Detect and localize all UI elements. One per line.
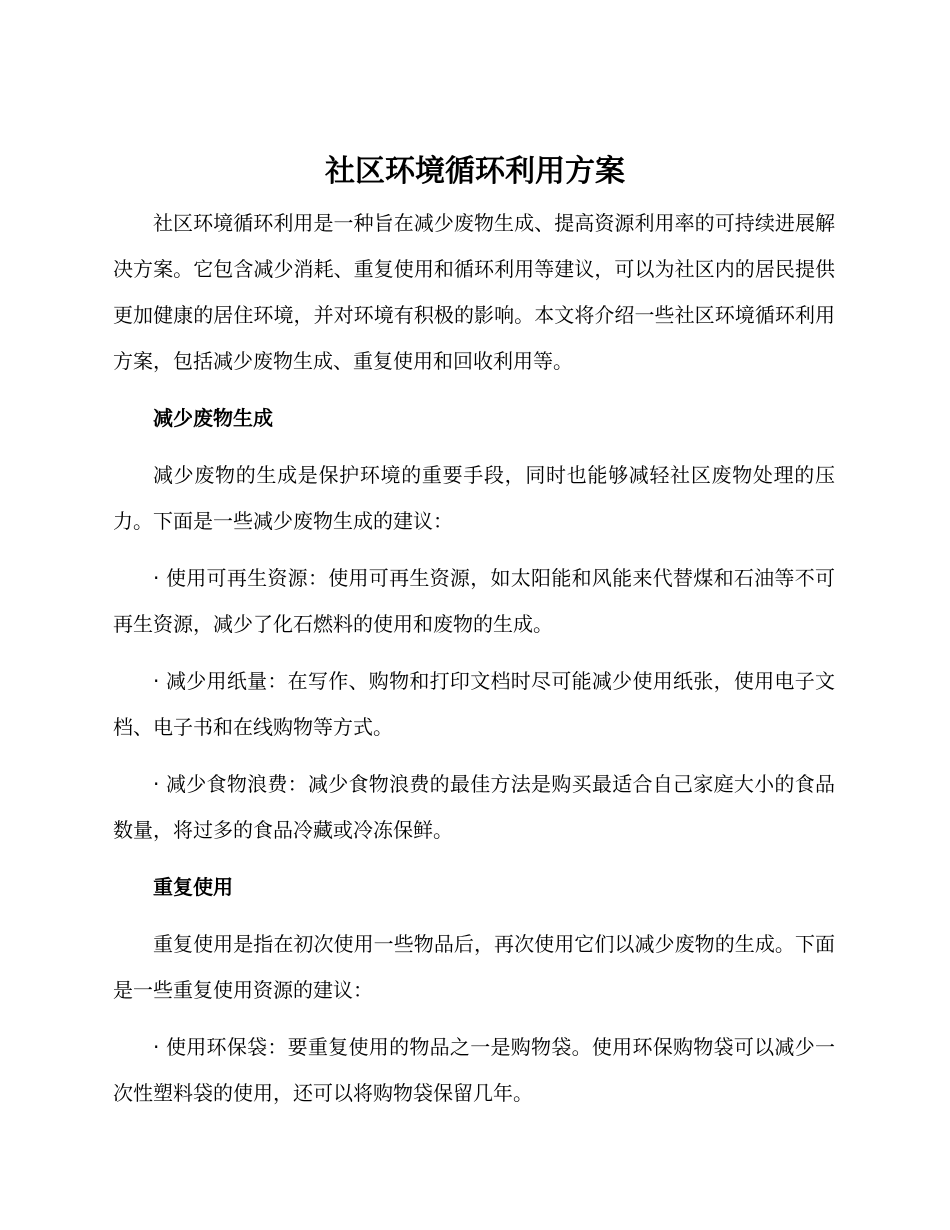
section-heading-reuse: 重复使用 bbox=[153, 875, 233, 899]
intro-paragraph: 社区环境循环利用是一种旨在减少废物生成、提高资源利用率的可持续进展解决方案。它包含减少消耗、重复使用和循环利用等建议，可以为社区内的居民提供更加健康的居住环境，并对环境有积极的影响。本文将介绍一些社区环境循环利用方案，包括减少废物生成、重复使用和回收利用等。 bbox=[113, 211, 835, 373]
document-title: 社区环境循环利用方案 bbox=[325, 154, 625, 189]
section-heading-reduce-waste: 减少废物生成 bbox=[153, 406, 273, 430]
list-item: · 减少食物浪费：减少食物浪费的最佳方法是购买最适合自己家庭大小的食品数量，将过多的食品冷藏或冷冻保鲜。 bbox=[113, 772, 835, 842]
section-intro-reuse: 重复使用是指在初次使用一些物品后，再次使用它们以减少废物的生成。下面是一些重复使用资源的建议： bbox=[113, 932, 835, 1002]
list-item: · 减少用纸量：在写作、购物和打印文档时尽可能减少使用纸张，使用电子文档、电子书和在线购物等方式。 bbox=[113, 669, 835, 739]
list-item: · 使用环保袋：要重复使用的物品之一是购物袋。使用环保购物袋可以减少一次性塑料袋的使用，还可以将购物袋保留几年。 bbox=[113, 1035, 835, 1105]
list-item: · 使用可再生资源：使用可再生资源，如太阳能和风能来代替煤和石油等不可再生资源，减少了化石燃料的使用和废物的生成。 bbox=[113, 566, 835, 636]
section-intro-reduce-waste: 减少废物的生成是保护环境的重要手段，同时也能够减轻社区废物处理的压力。下面是一些减少废物生成的建议： bbox=[113, 463, 835, 533]
document-body bbox=[113, 200, 835, 1116]
